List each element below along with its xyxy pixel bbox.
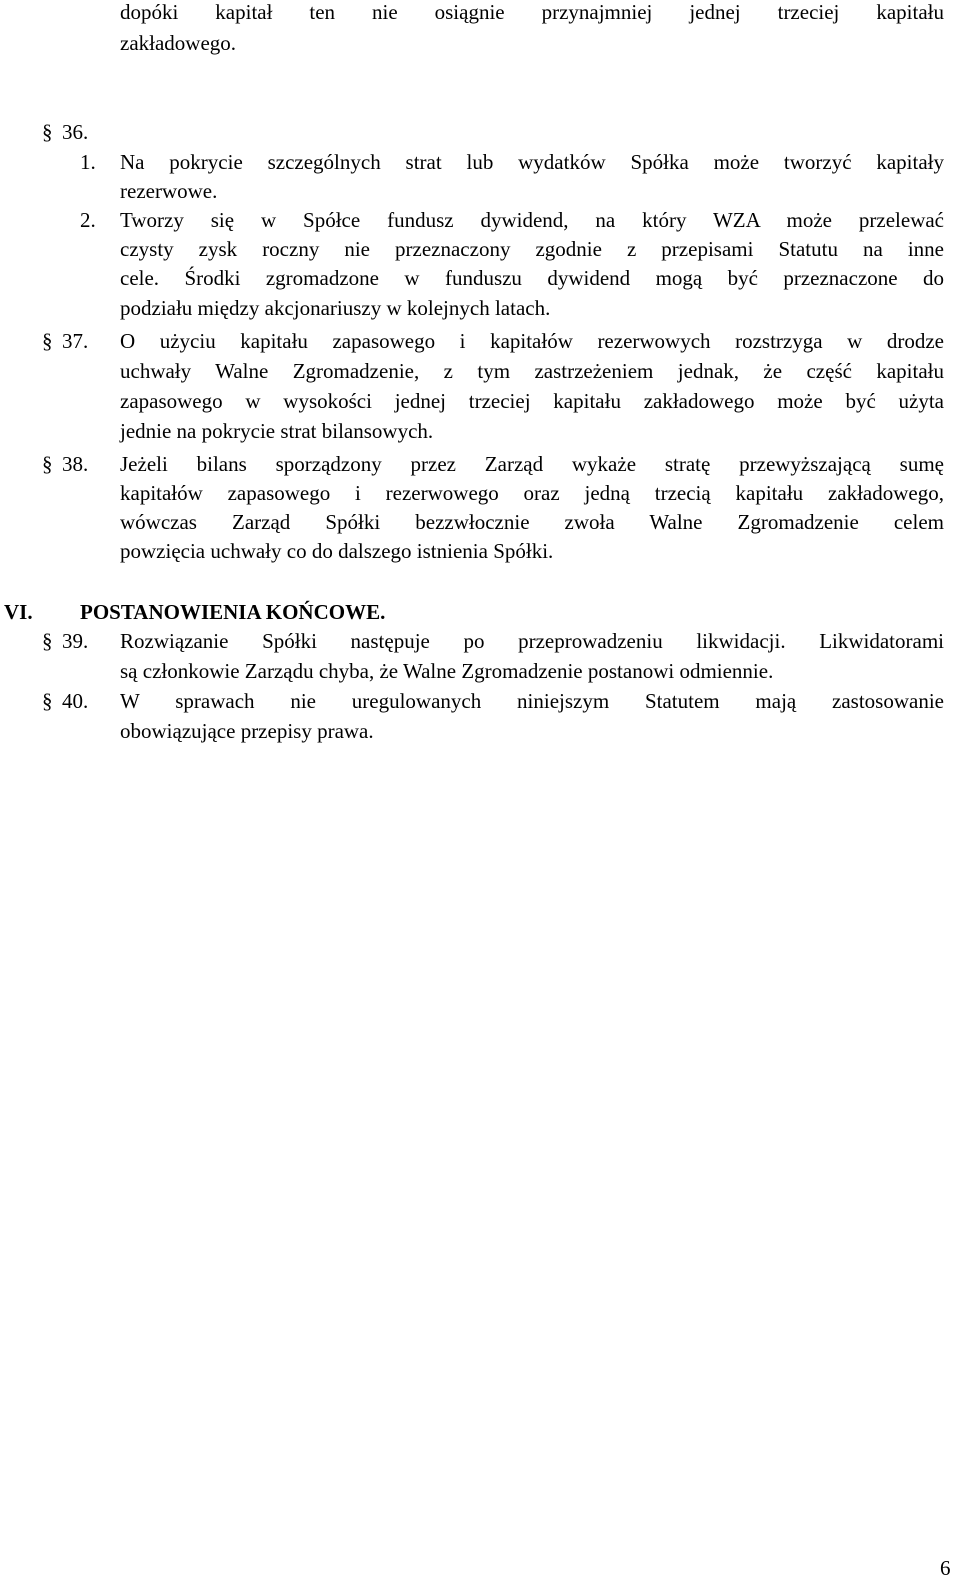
section-38-line-2: kapitałów zapasowego i rezerwowego oraz jedną trzecią kapitału zakładowego, (120, 481, 944, 505)
section-38-line-1: Jeżeli bilans sporządzony przez Zarząd wykaże stratę przewyższającą sumę (120, 452, 944, 476)
section-37-line-4: jednie na pokrycie strat bilansowych. (120, 419, 434, 443)
page-number: 6 (940, 1556, 951, 1580)
item-number-36-1: 1. (80, 150, 96, 174)
intro-line-2: zakładowego. (120, 31, 237, 55)
item-36-2-line-3: cele. Środki zgromadzone w funduszu dywidend mogą być przeznaczone do (120, 266, 944, 290)
section-37-line-1: O użyciu kapitału zapasowego i kapitałów rezerwowych rozstrzyga w drodze (120, 329, 944, 353)
item-36-1-line-2: rezerwowe. (120, 179, 218, 203)
item-36-1-line-1: Na pokrycie szczególnych strat lub wydatków Spółka może tworzyć kapitały (120, 150, 944, 174)
section-number-39: 39. (62, 629, 89, 653)
section-38-line-3: wówczas Zarząd Spółki bezzwłocznie zwoła Walne Zgromadzenie celem (120, 510, 944, 534)
section-39-line-1: Rozwiązanie Spółki następuje po przeprowadzeniu likwidacji. Likwidatorami (120, 629, 944, 653)
section-number-40: 40. (62, 689, 89, 713)
section-mark-37: § (42, 329, 53, 353)
section-number-36: 36. (62, 120, 89, 144)
section-mark-38: § (42, 452, 53, 476)
section-37-line-3: zapasowego w wysokości jednej trzeciej kapitału zakładowego może być użyta (120, 389, 944, 413)
section-mark-36: § (42, 120, 53, 144)
section-number-38: 38. (62, 452, 89, 476)
chapter-numeral: VI. (4, 600, 33, 624)
item-number-36-2: 2. (80, 208, 96, 232)
section-38-line-4: powzięcia uchwały co do dalszego istnienia Spółki. (120, 539, 554, 563)
item-36-2-line-4: podziału między akcjonariuszy w kolejnych latach. (120, 296, 551, 320)
item-36-2-line-2: czysty zysk roczny nie przeznaczony zgodnie z przepisami Statutu na inne (120, 237, 944, 261)
item-36-2-line-1: Tworzy się w Spółce fundusz dywidend, na który WZA może przelewać (120, 208, 944, 232)
section-mark-39: § (42, 629, 53, 653)
intro-line-1: dopóki kapitał ten nie osiągnie przynajmniej jednej trzeciej kapitału (120, 0, 944, 24)
section-39-line-2: są członkowie Zarządu chyba, że Walne Zgromadzenie postanowi odmiennie. (120, 659, 774, 683)
chapter-title: POSTANOWIENIA KOŃCOWE. (80, 600, 386, 624)
section-mark-40: § (42, 689, 53, 713)
section-number-37: 37. (62, 329, 89, 353)
section-37-line-2: uchwały Walne Zgromadzenie, z tym zastrzeżeniem jednak, że część kapitału (120, 359, 944, 383)
section-40-line-1: W sprawach nie uregulowanych niniejszym Statutem mają zastosowanie (120, 689, 944, 713)
section-40-line-2: obowiązujące przepisy prawa. (120, 719, 374, 743)
